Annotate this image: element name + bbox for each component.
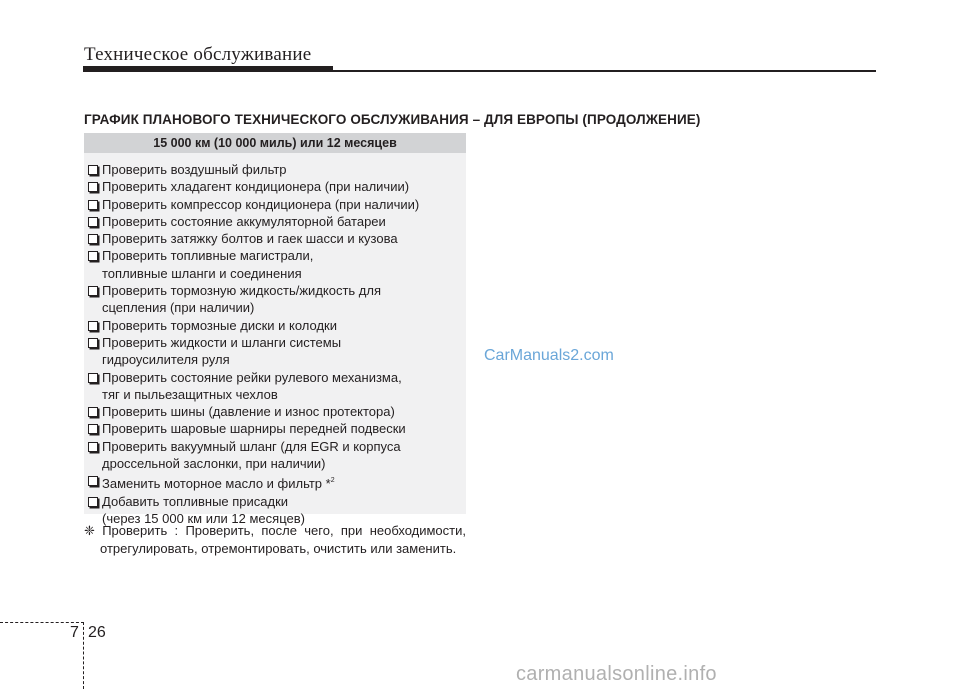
page-header-title: Техническое обслуживание	[84, 44, 312, 65]
checklist-item-text: Проверить вакуумный шланг (для EGR и корпуса	[102, 438, 401, 454]
note-line-1	[84, 522, 466, 540]
note-word: Проверить	[102, 523, 168, 538]
checklist-item-continuation: гидроусилителя руля	[102, 352, 230, 368]
footer-brand-link[interactable]: carmanualsonline.info	[516, 663, 717, 685]
checklist-item-text: Проверить затяжку болтов и гаек шасси и кузова	[102, 231, 398, 247]
checklist-item-text: Заменить моторное масло и фильтр *	[102, 476, 331, 492]
footnote-marker: 2	[330, 477, 335, 485]
checklist-item	[86, 472, 466, 492]
header-rule-thin	[333, 70, 876, 72]
watermark-link[interactable]: CarManuals2.com	[484, 347, 614, 364]
checklist-item-continuation: дроссельной заслонки, при наличии)	[102, 456, 326, 472]
note-word: Проверить,	[185, 523, 255, 538]
checklist-item-continuation: сцепления (при наличии)	[102, 300, 255, 316]
footer-hline	[0, 622, 84, 623]
checkbox-icon	[88, 424, 98, 434]
checklist-item-text: Проверить тормозные диски и колодки	[102, 317, 338, 333]
checklist-item	[86, 369, 466, 404]
checkbox-icon	[88, 476, 98, 486]
header-rule-thick	[83, 66, 333, 72]
checkbox-icon	[88, 442, 98, 452]
note-word: чего,	[304, 523, 334, 538]
note	[84, 522, 466, 557]
checklist-item	[86, 196, 466, 213]
checklist-item-continuation: (через 15 000 км или 12 месяцев)	[102, 510, 305, 526]
checkbox-icon	[88, 234, 98, 244]
checkbox-icon	[88, 286, 98, 296]
checkbox-icon	[88, 165, 98, 175]
checklist-item-continuation: тяг и пыльезащитных чехлов	[102, 386, 278, 402]
table-header: 15 000 км (10 000 миль) или 12 месяцев	[84, 133, 466, 153]
checklist-item-text: Проверить шаровые шарниры передней подвески	[102, 421, 406, 437]
checklist-item-text: Проверить компрессор кондиционера (при наличии)	[102, 196, 420, 212]
note-word: после	[261, 523, 297, 538]
note-line-2: отрегулировать, отремонтировать, очистить или заменить.	[100, 540, 457, 556]
checklist-item	[86, 334, 466, 369]
note-word: при	[340, 523, 363, 538]
checklist-item	[86, 178, 466, 195]
checklist-item-continuation: топливные шланги и соединения	[102, 265, 302, 281]
checklist-item-text: Проверить состояние рейки рулевого механизма,	[102, 369, 402, 385]
checkbox-icon	[88, 321, 98, 331]
checklist-item-text: Проверить воздушный фильтр	[102, 162, 287, 177]
checklist	[86, 161, 466, 527]
checklist-item	[86, 230, 466, 247]
checklist-item-text: Добавить топливные присадки	[102, 493, 289, 509]
checklist-item-text: Проверить жидкости и шланги системы	[102, 334, 342, 350]
checkbox-icon	[88, 217, 98, 227]
checkbox-icon	[88, 251, 98, 261]
checklist-item-text: Проверить состояние аккумуляторной батареи	[102, 213, 386, 229]
checkbox-icon	[88, 497, 98, 507]
checklist-item	[86, 403, 466, 420]
checklist-item-text: Проверить тормозную жидкость/жидкость для	[102, 283, 382, 299]
checklist-item	[86, 213, 466, 230]
checkbox-icon	[88, 407, 98, 417]
checklist-item	[86, 317, 466, 334]
checklist-item	[86, 247, 466, 282]
checklist-item	[86, 161, 466, 178]
checklist-item-text: Проверить топливные магистрали,	[102, 248, 314, 264]
checklist-item	[86, 282, 466, 317]
checkbox-icon	[88, 338, 98, 348]
checklist-item-text: Проверить хладагент кондиционера (при наличии)	[102, 179, 410, 195]
section-title: ГРАФИК ПЛАНОВОГО ТЕХНИЧЕСКОГО ОБСЛУЖИВАНИЯ – ДЛЯ ЕВРОПЫ (ПРОДОЛЖЕНИЕ)	[84, 112, 701, 127]
checklist-item	[86, 438, 466, 473]
note-word: :	[174, 523, 179, 538]
checklist-item	[86, 420, 466, 437]
checklist-item-text: Проверить шины (давление и износ протектора)	[102, 404, 395, 420]
note-word: необходимости,	[369, 523, 466, 538]
footer-chapter: 7	[70, 624, 79, 641]
footer-page-number: 26	[88, 624, 106, 641]
checkbox-icon	[88, 373, 98, 383]
checkbox-icon	[88, 200, 98, 210]
footer-vline	[83, 622, 84, 689]
checkbox-icon	[88, 182, 98, 192]
note-symbol: ❈	[84, 523, 95, 538]
